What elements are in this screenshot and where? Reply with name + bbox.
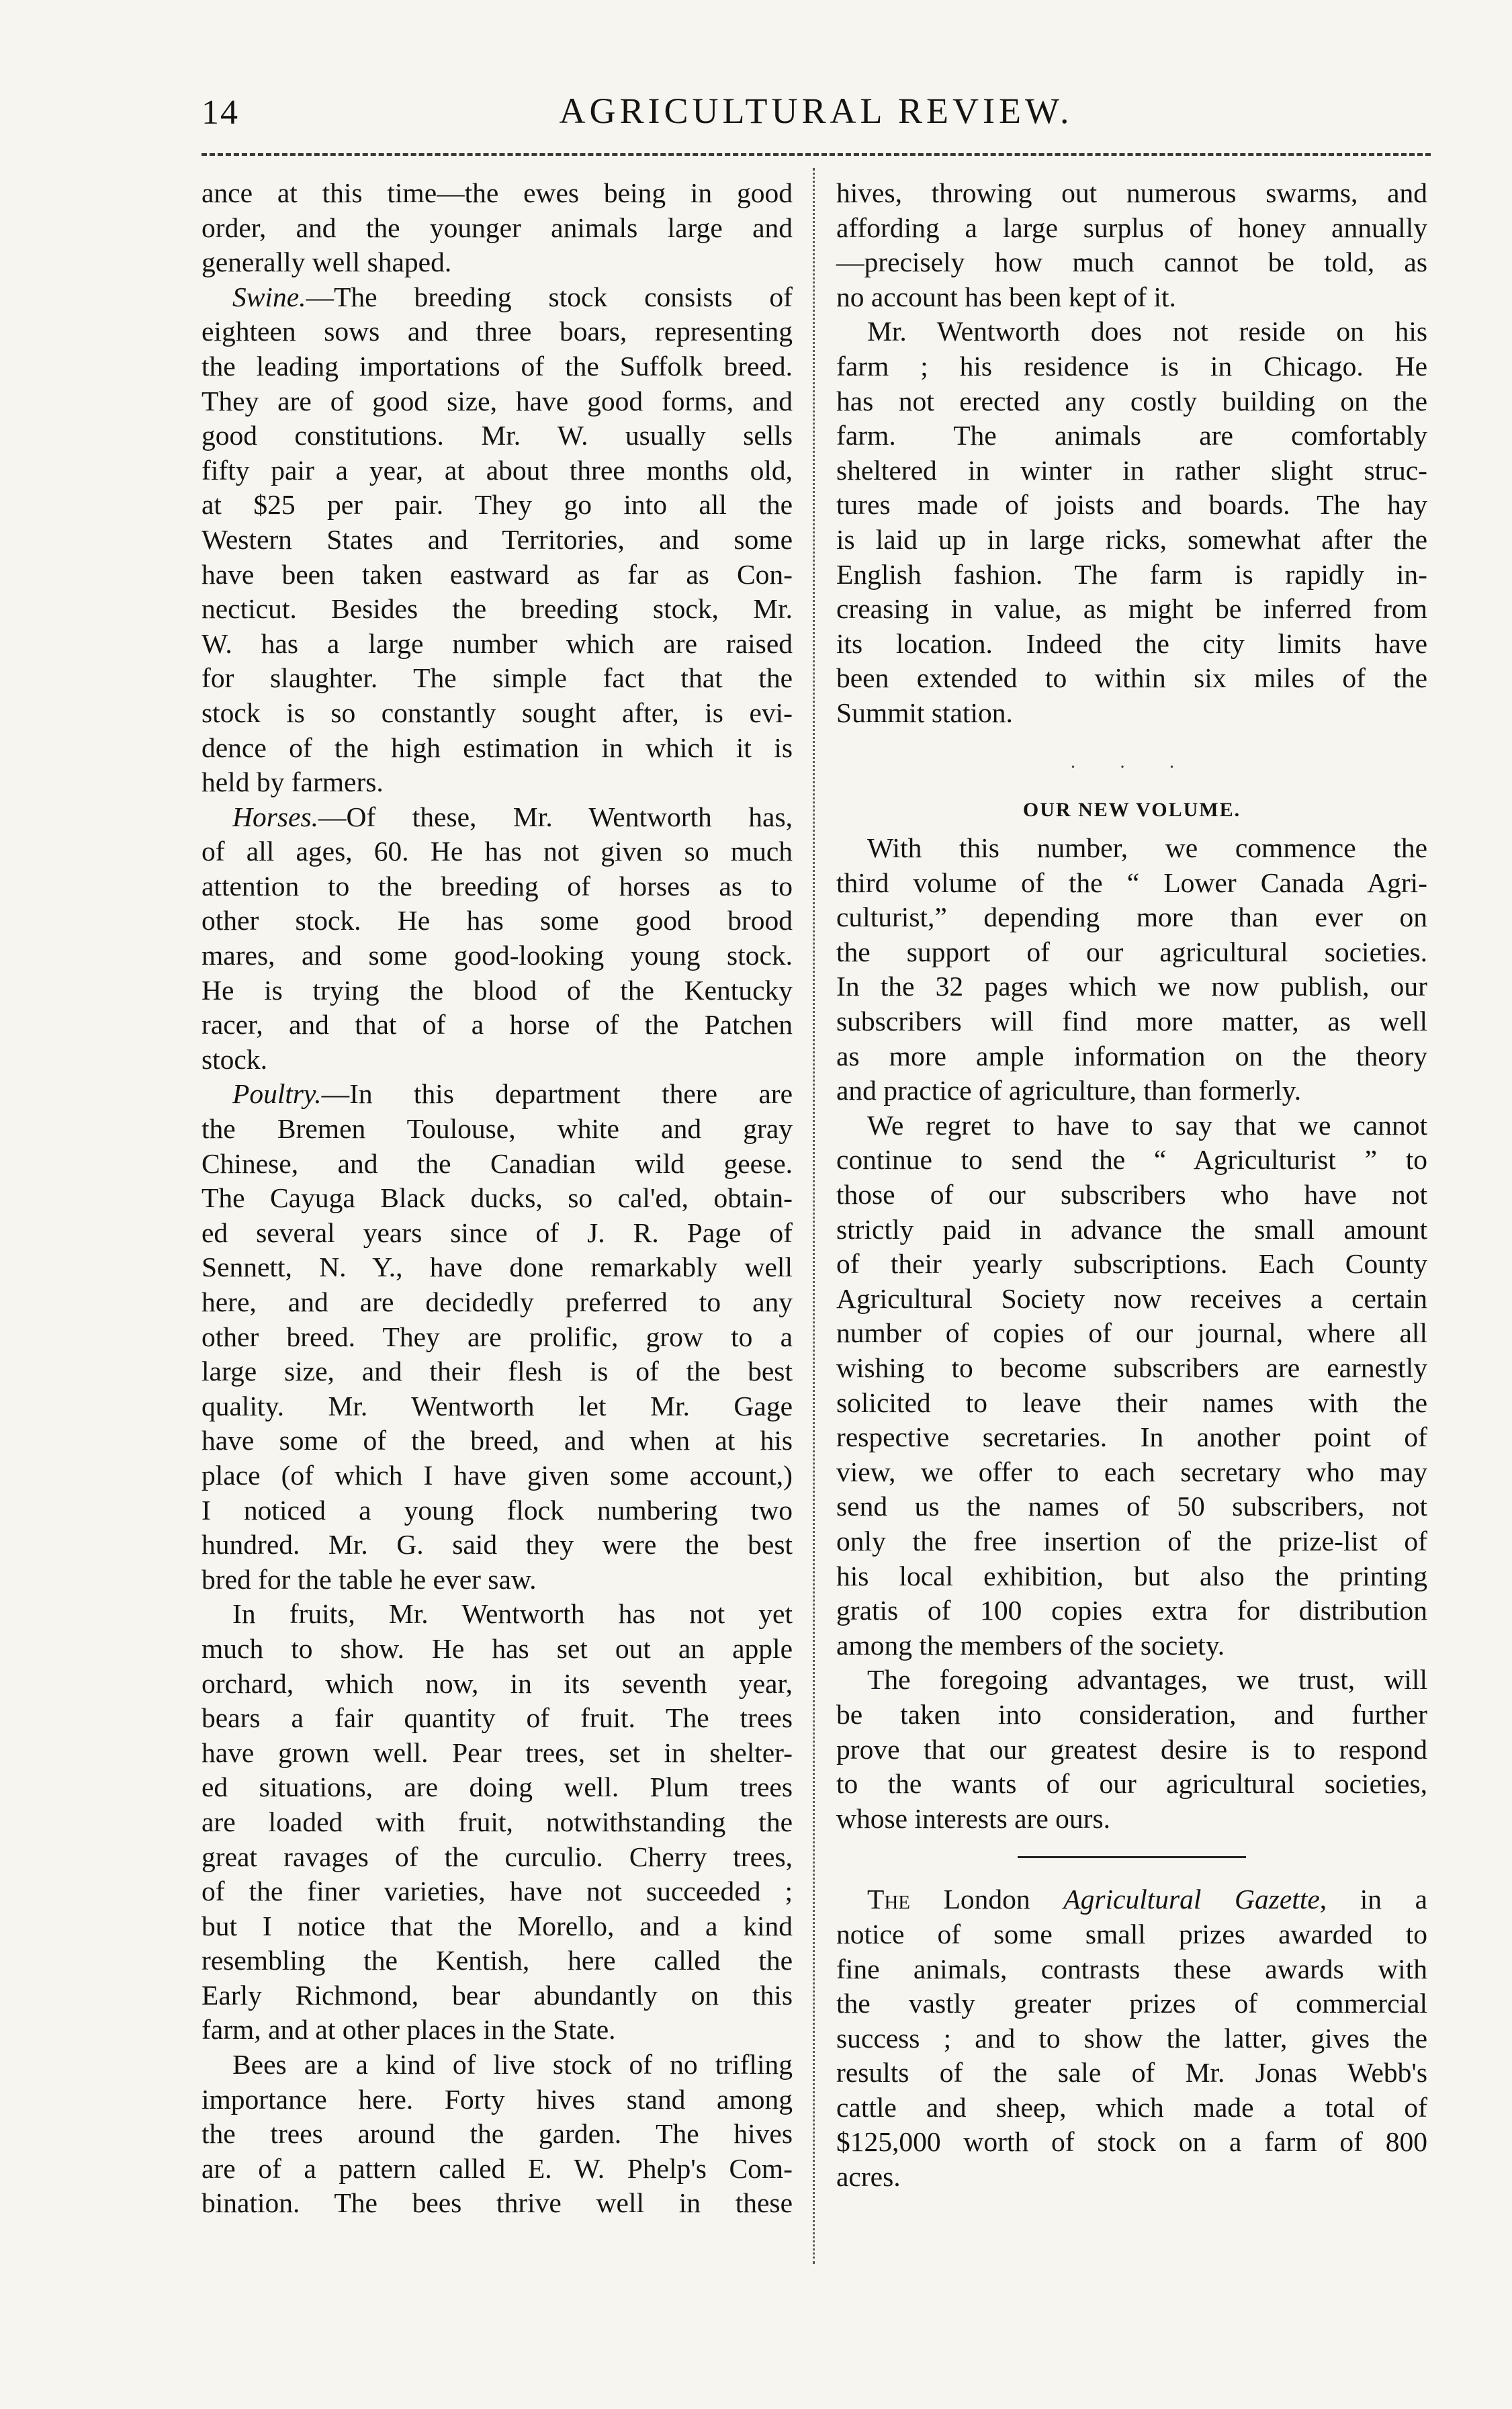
text-line: the leading importations of the Suffolk breed. (202, 350, 793, 382)
text-line: creasing in value, as might be inferred from (836, 593, 1427, 625)
text-line: farm. The animals are comfortably (836, 420, 1427, 451)
text-line: large size, and their flesh is of the best (202, 1356, 793, 1387)
text-line: other stock. He has some good brood (202, 905, 793, 936)
text-line: the trees around the garden. The hives (202, 2118, 793, 2150)
text-line: as more ample information on the theory (836, 1040, 1427, 1071)
text-line: the support of our agricultural societies. (836, 936, 1427, 967)
text-line: been extended to within six miles of the (836, 662, 1427, 694)
text-line: Mr. Wentworth does not reside on his (867, 316, 1427, 347)
text-line: —precisely how much cannot be told, as (836, 247, 1427, 278)
text-line: quality. Mr. Wentworth let Mr. Gage (202, 1390, 793, 1421)
text-line: its location. Indeed the city limits have (836, 627, 1427, 659)
text-line: Agricultural Society now receives a certain (836, 1282, 1427, 1314)
text-line: fifty pair a year, at about three months old, (202, 454, 793, 486)
text-line: only the free insertion of the prize-list of (836, 1525, 1427, 1557)
text-line: have grown well. Pear trees, set in shelter- (202, 1737, 793, 1768)
text-line: and practice of agriculture, than formerly. (836, 1075, 1302, 1106)
text-line: generally well shaped. (202, 247, 452, 278)
text-line: resembling the Kentish, here called the (202, 1945, 793, 1976)
text-line: attention to the breeding of horses as to (202, 870, 793, 902)
text-line: Poultry.—In this department there are (232, 1078, 793, 1110)
text-line: In the 32 pages which we now publish, our (836, 971, 1427, 1002)
page-number: 14 (202, 93, 239, 132)
text-line: We regret to have to say that we cannot (867, 1109, 1427, 1141)
text-line: bears a fair quantity of fruit. The trees (202, 1702, 793, 1734)
text-line: of the finer varieties, have not succeeded ; (202, 1876, 793, 1907)
text-line: fine animals, contrasts these awards with (836, 1953, 1427, 1984)
text-line: tures made of joists and boards. The hay (836, 489, 1427, 521)
text-line: W. has a large number which are raised (202, 627, 793, 659)
text-line: dence of the high estimation in which it is (202, 732, 793, 763)
running-title: AGRICULTURAL REVIEW. (559, 91, 1073, 131)
text-line: but I notice that the Morello, and a kind (202, 1910, 793, 1941)
text-line: subscribers will find more matter, as well (836, 1006, 1427, 1037)
text-line: culturist,” depending more than ever on (836, 902, 1427, 933)
text-line: good constitutions. Mr. W. usually sells (202, 420, 793, 451)
text-line: respective secretaries. In another point of (836, 1421, 1427, 1453)
text-line: eighteen sows and three boars, representing (202, 316, 793, 347)
text-line: mares, and some good-looking young stock. (202, 940, 793, 971)
text-line: held by farmers. (202, 766, 384, 798)
text-line: With this number, we commence the (867, 832, 1427, 864)
text-line: acres. (836, 2161, 901, 2193)
article-our-new-volume (836, 831, 1427, 1836)
text-line: $125,000 worth of stock on a farm of 800 (836, 2126, 1427, 2158)
text-line: English fashion. The farm is rapidly in- (836, 558, 1427, 590)
text-line: The foregoing advantages, we trust, will (867, 1664, 1427, 1696)
text-line: of their yearly subscriptions. Each County (836, 1248, 1427, 1280)
text-line: I noticed a young flock numbering two (202, 1494, 793, 1526)
text-line: here, and are decidedly preferred to any (202, 1286, 793, 1317)
text-line: the vastly greater prizes of commercial (836, 1988, 1427, 2019)
text-line: solicited to leave their names with the (836, 1387, 1427, 1418)
text-line: other breed. They are prolific, grow to a (202, 1321, 793, 1352)
text-line: have some of the breed, and when at his (202, 1425, 793, 1456)
text-line: are of a pattern called E. W. Phelp's Com- (202, 2152, 793, 2184)
section-separator: · · · (1069, 755, 1194, 778)
text-line: order, and the younger animals large and (202, 212, 793, 243)
text-line: They are of good size, have good forms, and (202, 385, 793, 417)
text-line: third volume of the “ Lower Canada Agri- (836, 867, 1427, 898)
text-line: The Cayuga Black ducks, so cal'ed, obtain- (202, 1182, 793, 1214)
text-line: The London Agricultural Gazette, in a (867, 1884, 1427, 1915)
text-line: Western States and Territories, and some (202, 523, 793, 555)
header-rule (202, 153, 1431, 156)
page-header (202, 87, 1431, 148)
text-line: of all ages, 60. He has not given so much (202, 836, 793, 867)
text-line: importance here. Forty hives stand among (202, 2083, 793, 2115)
text-line: no account has been kept of it. (836, 281, 1176, 312)
right-column (836, 176, 1427, 2195)
text-line: ed situations, are doing well. Plum trees (202, 1771, 793, 1803)
text-line: In fruits, Mr. Wentworth has not yet (232, 1598, 793, 1630)
section-heading: OUR NEW VOLUME. (1022, 798, 1241, 821)
text-line: great ravages of the curculio. Cherry trees, (202, 1841, 793, 1872)
column-divider (813, 168, 815, 2264)
text-line: Swine.—The breeding stock consists of (232, 281, 793, 312)
text-line: bination. The bees thrive well in these (202, 2187, 793, 2219)
text-line: the Bremen Toulouse, white and gray (202, 1113, 793, 1145)
text-line: hundred. Mr. G. said they were the best (202, 1529, 793, 1561)
text-line: orchard, which now, in its seventh year, (202, 1667, 793, 1699)
text-line: are loaded with fruit, notwithstanding the (202, 1806, 793, 1837)
text-line: whose interests are ours. (836, 1802, 1110, 1834)
text-line: strictly paid in advance the small amount (836, 1213, 1427, 1245)
text-line: be taken into consideration, and further (836, 1698, 1427, 1730)
text-line: sheltered in winter in rather slight struc- (836, 454, 1427, 486)
text-line: necticut. Besides the breeding stock, Mr. (202, 593, 793, 625)
text-line: has not erected any costly building on the (836, 385, 1427, 417)
text-line: ed several years since of J. R. Page of (202, 1217, 793, 1248)
text-line: among the members of the society. (836, 1629, 1225, 1661)
text-line: He is trying the blood of the Kentucky (202, 974, 793, 1006)
text-line: hives, throwing out numerous swarms, and (836, 177, 1427, 208)
text-line: results of the sale of Mr. Jonas Webb's (836, 2057, 1427, 2089)
text-line: at $25 per pair. They go into all the (202, 489, 793, 521)
text-line: place (of which I have given some account,) (202, 1459, 793, 1491)
text-line: send us the names of 50 subscribers, not (836, 1491, 1427, 1522)
text-line: prove that our greatest desire is to respond (836, 1733, 1427, 1765)
text-line: stock is so constantly sought after, is evi- (202, 697, 793, 728)
text-line: affording a large surplus of honey annually (836, 212, 1427, 243)
text-line: racer, and that of a horse of the Patchen (202, 1009, 793, 1041)
text-line: wishing to become subscribers are earnestly (836, 1352, 1427, 1383)
text-line: bred for the table he ever saw. (202, 1563, 537, 1595)
text-line: notice of some small prizes awarded to (836, 1918, 1427, 1950)
text-line: farm, and at other places in the State. (202, 2014, 616, 2046)
text-line: number of copies of our journal, where all (836, 1317, 1427, 1349)
text-line: Summit station. (836, 697, 1013, 728)
text-line: Chinese, and the Canadian wild geese. (202, 1147, 793, 1179)
text-line: for slaughter. The simple fact that the (202, 662, 793, 694)
text-line: Horses.—Of these, Mr. Wentworth has, (232, 801, 793, 832)
text-line: Early Richmond, bear abundantly on this (202, 1979, 793, 2011)
text-line: farm ; his residence is in Chicago. He (836, 350, 1427, 382)
text-line: stock. (202, 1043, 267, 1075)
article-agricultural-gazette (836, 1882, 1427, 2194)
text-line: cattle and sheep, which made a total of (836, 2091, 1427, 2123)
text-line: continue to send the “ Agriculturist ” to (836, 1144, 1427, 1176)
text-line: gratis of 100 copies extra for distribution (836, 1595, 1427, 1626)
right-column-continuation (836, 176, 1427, 731)
text-line: those of our subscribers who have not (836, 1179, 1427, 1211)
text-line: success ; and to show the latter, gives the (836, 2022, 1427, 2054)
text-line: his local exhibition, but also the printing (836, 1560, 1427, 1591)
text-line: is laid up in large ricks, somewhat after the (836, 523, 1427, 555)
text-line: Bees are a kind of live stock of no trifling (232, 2049, 793, 2080)
text-line: Sennett, N. Y., have done remarkably well (202, 1252, 793, 1283)
text-line: much to show. He has set out an apple (202, 1632, 793, 1664)
text-line: view, we offer to each secretary who may (836, 1456, 1427, 1487)
text-line: have been taken eastward as far as Con- (202, 558, 793, 590)
text-line: ance at this time—the ewes being in good (202, 177, 793, 208)
text-line: to the wants of our agricultural societies, (836, 1768, 1427, 1800)
left-column (202, 176, 793, 2221)
